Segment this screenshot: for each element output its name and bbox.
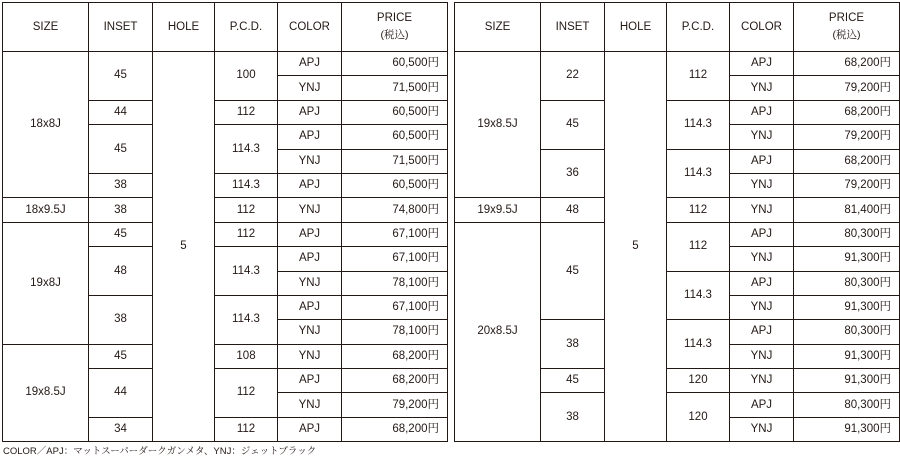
spec-table-body xyxy=(3,52,448,442)
inset-cell: 45 xyxy=(89,344,153,368)
price-cell: 79,200円 xyxy=(342,393,448,417)
color-cell: YNJ xyxy=(730,247,794,271)
pcd-cell: 120 xyxy=(667,393,730,442)
price-cell: 67,100円 xyxy=(342,222,448,246)
size-cell: 20x8.5J xyxy=(455,222,541,442)
pcd-cell: 114.3 xyxy=(667,320,730,369)
inset-cell: 45 xyxy=(541,100,605,149)
pcd-cell: 112 xyxy=(667,52,730,101)
header-pcd: P.C.D. xyxy=(667,3,730,52)
pcd-cell: 114.3 xyxy=(215,173,278,197)
color-cell: YNJ xyxy=(730,198,794,222)
spec-table-right xyxy=(454,2,900,442)
header-color: COLOR xyxy=(730,3,794,52)
inset-cell: 45 xyxy=(89,52,153,101)
price-cell: 68,200円 xyxy=(342,417,448,441)
price-cell: 74,800円 xyxy=(342,198,448,222)
color-legend-note: COLOR／APJ：マットスーパーダークガンメタ、YNJ：ジェットブラック xyxy=(3,446,317,457)
color-cell: APJ xyxy=(278,125,342,149)
price-cell: 78,100円 xyxy=(342,320,448,344)
size-cell: 19x8J xyxy=(3,222,89,344)
header-hole: HOLE xyxy=(605,3,667,52)
inset-cell: 22 xyxy=(541,52,605,101)
color-cell: YNJ xyxy=(730,173,794,197)
pcd-cell: 114.3 xyxy=(667,100,730,149)
pcd-cell: 114.3 xyxy=(667,271,730,320)
inset-cell: 45 xyxy=(541,222,605,320)
table-row xyxy=(455,222,900,246)
color-cell: APJ xyxy=(278,173,342,197)
price-cell: 91,300円 xyxy=(794,417,900,441)
header-price-label: PRICE xyxy=(828,12,865,24)
color-cell: APJ xyxy=(730,52,794,76)
pcd-cell: 112 xyxy=(215,222,278,246)
size-cell: 19x8.5J xyxy=(455,52,541,198)
table-row xyxy=(3,344,448,368)
price-cell: 60,500円 xyxy=(342,52,448,76)
color-cell: YNJ xyxy=(730,417,794,441)
inset-cell: 48 xyxy=(541,198,605,222)
color-cell: APJ xyxy=(278,247,342,271)
color-cell: APJ xyxy=(278,52,342,76)
price-cell: 79,200円 xyxy=(794,173,900,197)
pcd-cell: 114.3 xyxy=(215,125,278,174)
table-row xyxy=(3,52,448,76)
pcd-cell: 114.3 xyxy=(215,247,278,296)
spec-table-left xyxy=(2,2,448,442)
price-cell: 67,100円 xyxy=(342,295,448,319)
color-cell: APJ xyxy=(278,222,342,246)
pcd-cell: 114.3 xyxy=(215,295,278,344)
header-inset: INSET xyxy=(541,3,605,52)
inset-cell: 45 xyxy=(89,125,153,174)
price-cell: 68,200円 xyxy=(794,149,900,173)
inset-cell: 38 xyxy=(89,198,153,222)
color-cell: APJ xyxy=(730,100,794,124)
price-cell: 81,400円 xyxy=(794,198,900,222)
size-cell: 18x8J xyxy=(3,52,89,198)
inset-cell: 38 xyxy=(89,173,153,197)
header-row xyxy=(3,3,448,52)
price-cell: 68,200円 xyxy=(342,369,448,393)
header-hole: HOLE xyxy=(153,3,215,52)
price-cell: 80,300円 xyxy=(794,393,900,417)
price-cell: 80,300円 xyxy=(794,222,900,246)
table-row xyxy=(455,198,900,222)
header-inset: INSET xyxy=(89,3,153,52)
color-cell: YNJ xyxy=(278,344,342,368)
color-cell: YNJ xyxy=(278,198,342,222)
pcd-cell: 112 xyxy=(667,198,730,222)
spec-table-body xyxy=(455,52,900,442)
inset-cell: 38 xyxy=(541,393,605,442)
price-cell: 78,100円 xyxy=(342,271,448,295)
inset-cell: 34 xyxy=(89,417,153,441)
color-cell: APJ xyxy=(730,271,794,295)
hole-cell: 5 xyxy=(153,52,215,442)
header-price xyxy=(342,3,448,52)
header-price-label: PRICE xyxy=(376,12,413,24)
color-cell: YNJ xyxy=(278,76,342,100)
price-cell: 79,200円 xyxy=(794,125,900,149)
color-cell: APJ xyxy=(278,295,342,319)
pcd-cell: 112 xyxy=(215,369,278,418)
color-cell: YNJ xyxy=(278,149,342,173)
price-cell: 91,300円 xyxy=(794,369,900,393)
color-cell: APJ xyxy=(278,417,342,441)
inset-cell: 38 xyxy=(541,320,605,369)
color-cell: YNJ xyxy=(278,320,342,344)
price-cell: 60,500円 xyxy=(342,125,448,149)
inset-cell: 38 xyxy=(89,295,153,344)
color-cell: YNJ xyxy=(730,125,794,149)
header-price-tax-note: (税込) xyxy=(380,29,409,41)
inset-cell: 45 xyxy=(89,222,153,246)
inset-cell: 44 xyxy=(89,369,153,418)
header-price xyxy=(794,3,900,52)
pcd-cell: 100 xyxy=(215,52,278,101)
color-cell: YNJ xyxy=(730,295,794,319)
price-cell: 91,300円 xyxy=(794,344,900,368)
header-size: SIZE xyxy=(3,3,89,52)
inset-cell: 44 xyxy=(89,100,153,124)
price-cell: 71,500円 xyxy=(342,149,448,173)
size-cell: 19x8.5J xyxy=(3,344,89,442)
color-cell: YNJ xyxy=(730,344,794,368)
header-row xyxy=(455,3,900,52)
color-cell: APJ xyxy=(730,149,794,173)
pcd-cell: 112 xyxy=(667,222,730,271)
header-pcd: P.C.D. xyxy=(215,3,278,52)
header-price-tax-note: (税込) xyxy=(832,29,861,41)
pcd-cell: 108 xyxy=(215,344,278,368)
header-color: COLOR xyxy=(278,3,342,52)
header-size: SIZE xyxy=(455,3,541,52)
table-row xyxy=(3,222,448,246)
color-cell: YNJ xyxy=(730,369,794,393)
inset-cell: 45 xyxy=(541,369,605,393)
color-cell: APJ xyxy=(278,100,342,124)
price-cell: 91,300円 xyxy=(794,247,900,271)
price-cell: 67,100円 xyxy=(342,247,448,271)
price-cell: 60,500円 xyxy=(342,100,448,124)
pcd-cell: 112 xyxy=(215,100,278,124)
price-cell: 68,200円 xyxy=(794,52,900,76)
price-cell: 80,300円 xyxy=(794,271,900,295)
price-cell: 79,200円 xyxy=(794,76,900,100)
inset-cell: 36 xyxy=(541,149,605,198)
color-cell: YNJ xyxy=(278,393,342,417)
size-cell: 18x9.5J xyxy=(3,198,89,222)
price-cell: 71,500円 xyxy=(342,76,448,100)
price-cell: 68,200円 xyxy=(342,344,448,368)
price-cell: 91,300円 xyxy=(794,295,900,319)
pcd-cell: 112 xyxy=(215,417,278,441)
pcd-cell: 114.3 xyxy=(667,149,730,198)
price-cell: 80,300円 xyxy=(794,320,900,344)
color-cell: YNJ xyxy=(730,76,794,100)
hole-cell: 5 xyxy=(605,52,667,442)
pcd-cell: 120 xyxy=(667,369,730,393)
pcd-cell: 112 xyxy=(215,198,278,222)
table-row xyxy=(3,198,448,222)
color-cell: APJ xyxy=(730,320,794,344)
color-cell: APJ xyxy=(730,393,794,417)
color-cell: APJ xyxy=(278,369,342,393)
color-cell: APJ xyxy=(730,222,794,246)
color-cell: YNJ xyxy=(278,271,342,295)
table-row xyxy=(455,52,900,76)
inset-cell: 48 xyxy=(89,247,153,296)
size-cell: 19x9.5J xyxy=(455,198,541,222)
price-cell: 60,500円 xyxy=(342,173,448,197)
price-cell: 68,200円 xyxy=(794,100,900,124)
